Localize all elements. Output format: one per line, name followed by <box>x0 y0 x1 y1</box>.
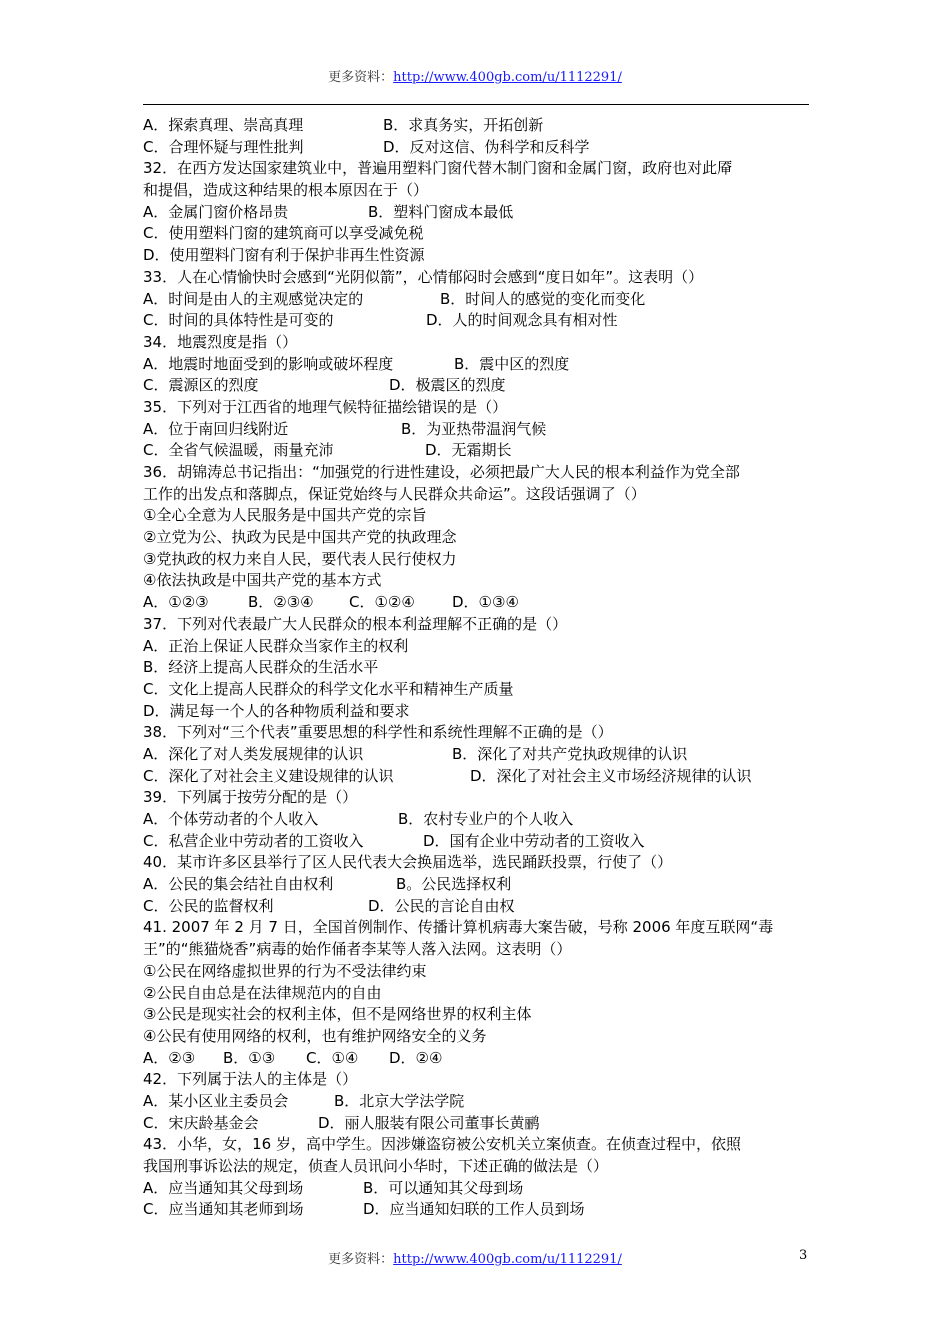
option-text: A．地震时地面受到的影响或破坏程度 <box>143 354 394 373</box>
text-line <box>143 527 811 549</box>
option-text: B．时间人的感觉的变化而变化 <box>440 289 646 308</box>
option-text: C．震源区的烈度 <box>143 376 259 395</box>
option-text: D．②④ <box>389 1048 443 1067</box>
text-line <box>143 722 811 744</box>
line-text: C．使用塑料门窗的建筑商可以享受减免税 <box>143 224 424 243</box>
text-line <box>143 570 811 592</box>
text-line <box>143 961 811 983</box>
option-text: A．金属门窗价格昂贵 <box>143 202 289 221</box>
option-text: A．时间是由人的主观感觉决定的 <box>143 289 364 308</box>
text-line <box>143 1134 811 1156</box>
text-line <box>143 679 811 701</box>
text-line <box>143 223 811 245</box>
option-text: D．国有企业中劳动者的工资收入 <box>423 831 645 850</box>
text-line <box>143 1178 811 1200</box>
header-divider <box>143 104 809 105</box>
text-line <box>143 180 811 202</box>
option-text: D．丽人服装有限公司董事长黄鹂 <box>318 1113 540 1132</box>
line-text: 王”的“熊猫烧香”病毒的始作俑者李某等人落入法网。这表明（） <box>143 940 572 959</box>
text-line <box>143 939 811 961</box>
line-text: 32．在西方发达国家建筑业中，普遍用塑料门窗代替木制门窗和金属门窗，政府也对此厣 <box>143 159 733 178</box>
text-line <box>143 137 811 159</box>
option-text: C．合理怀疑与理性批判 <box>143 137 304 156</box>
text-line <box>143 744 811 766</box>
line-text: 43．小华，女，16 岁，高中学生。因涉嫌盗窃被公安机关立案侦查。在侦查过程中，依照 <box>143 1135 741 1154</box>
option-text: B．①③ <box>223 1048 276 1067</box>
line-text: ③公民是现实社会的权利主体，但不是网络世界的权利主体 <box>143 1005 532 1024</box>
exam-questions <box>143 115 811 1221</box>
text-line <box>143 983 811 1005</box>
text-line <box>143 505 811 527</box>
option-text: B．②③④ <box>248 593 314 612</box>
line-text: 35．下列对于江西省的地理气候特征描绘错误的是（） <box>143 397 508 416</box>
text-line <box>143 831 811 853</box>
option-text: A．①②③ <box>143 593 209 612</box>
text-line <box>143 766 811 788</box>
option-text: C．应当通知其老师到场 <box>143 1200 304 1219</box>
option-text: D．公民的言论自由权 <box>368 896 515 915</box>
line-text: 33．人在心情愉快时会感到“光阴似箭”，心情郁闷时会感到“度日如年”。这表明（） <box>143 267 704 286</box>
option-text: A．探索真理、崇高真理 <box>143 116 304 134</box>
text-line <box>143 896 811 918</box>
option-text: C．①②④ <box>349 593 415 612</box>
text-line <box>143 332 811 354</box>
line-text: B．经济上提高人民群众的生活水平 <box>143 658 379 677</box>
text-line <box>143 852 811 874</box>
line-text: 39．下列属于按劳分配的是（） <box>143 788 358 807</box>
page-footer <box>0 1248 950 1267</box>
line-text: A．正治上保证人民群众当家作主的权利 <box>143 636 409 655</box>
option-text: B．可以通知其父母到场 <box>363 1178 524 1197</box>
line-text: ①全心全意为人民服务是中国共产党的宗旨 <box>143 506 427 525</box>
text-line <box>143 1199 811 1221</box>
text-line <box>143 419 811 441</box>
option-text: D．反对这信、伪科学和反科学 <box>383 137 590 156</box>
line-text: ②立党为公、执政为民是中国共产党的执政理念 <box>143 528 457 547</box>
text-line <box>143 289 811 311</box>
option-text: A．②③ <box>143 1048 196 1067</box>
text-line <box>143 202 811 224</box>
line-text: 37．下列对代表最广大人民群众的根本利益理解不正确的是（） <box>143 614 568 633</box>
text-line <box>143 614 811 636</box>
text-line <box>143 1048 811 1070</box>
line-text: ④公民有使用网络的权利，也有维护网络安全的义务 <box>143 1026 487 1045</box>
text-line <box>143 636 811 658</box>
option-text: C．公民的监督权利 <box>143 896 274 915</box>
text-line <box>143 1026 811 1048</box>
page-number: 3 <box>799 1248 808 1263</box>
text-line <box>143 917 811 939</box>
text-line <box>143 440 811 462</box>
line-text: ②公民自由总是在法律规范内的自由 <box>143 983 382 1002</box>
option-text: A．应当通知其父母到场 <box>143 1178 304 1197</box>
option-text: B．北京大学法学院 <box>334 1091 465 1110</box>
line-text: 和提倡，造成这种结果的根本原因在于（） <box>143 181 429 200</box>
option-text: B．塑料门窗成本最低 <box>368 202 514 221</box>
text-line <box>143 397 811 419</box>
line-text: D．使用塑料门窗有利于保护非再生性资源 <box>143 246 425 265</box>
text-line <box>143 592 811 614</box>
option-text: C．宋庆龄基金会 <box>143 1113 259 1132</box>
option-text: A．位于南回归线附近 <box>143 419 289 438</box>
option-text: B。公民选择权利 <box>396 875 512 894</box>
text-line <box>143 158 811 180</box>
page-header <box>0 66 950 85</box>
line-text: 工作的出发点和落脚点，保证党始终与人民群众共命运”。这段话强调了（） <box>143 484 646 503</box>
text-line <box>143 809 811 831</box>
text-line <box>143 1069 811 1091</box>
text-line <box>143 375 811 397</box>
line-text: C．文化上提高人民群众的科学文化水平和精神生产质量 <box>143 679 514 698</box>
option-text: B．震中区的烈度 <box>454 354 570 373</box>
text-line <box>143 1004 811 1026</box>
option-text: A．个体劳动者的个人收入 <box>143 810 319 828</box>
line-text: ①公民在网络虚拟世界的行为不受法律约束 <box>143 961 427 980</box>
line-text: 40．某市许多区县举行了区人民代表大会换届选举，选民踊跃投票，行使了（） <box>143 853 673 872</box>
text-line <box>143 787 811 809</box>
text-line <box>143 115 811 137</box>
option-text: D．人的时间观念具有相对性 <box>426 311 618 330</box>
option-text: B．深化了对共产党执政规律的认识 <box>452 744 688 763</box>
option-text: D．极震区的烈度 <box>389 376 506 395</box>
option-text: B．为亚热带温润气候 <box>401 419 547 438</box>
option-text: D．深化了对社会主义市场经济规律的认识 <box>470 766 752 785</box>
option-text: C．全省气候温暖，雨量充沛 <box>143 441 334 460</box>
option-text: A．深化了对人类发展规律的认识 <box>143 744 364 763</box>
footer-link[interactable]: http://www.400gb.com/u/1112291/ <box>393 1252 622 1267</box>
option-text: B．求真务实，开拓创新 <box>383 116 544 134</box>
line-text: D．满足每一个人的各种物质利益和要求 <box>143 701 410 720</box>
option-text: D．①③④ <box>452 593 519 612</box>
line-text: 我国刑事诉讼法的规定，侦查人员讯问小华时，下述正确的做法是（） <box>143 1157 609 1175</box>
header-link[interactable]: http://www.400gb.com/u/1112291/ <box>393 70 622 85</box>
text-line <box>143 549 811 571</box>
option-text: B．农村专业户的个人收入 <box>398 810 574 828</box>
line-text: 41. 2007 年 2 月 7 日，全国首例制作、传播计算机病毒大案告破，号称 2006 年度互联网“毒 <box>143 918 774 937</box>
text-line <box>143 1113 811 1135</box>
line-text: 34．地震烈度是指（） <box>143 332 298 351</box>
text-line <box>143 245 811 267</box>
text-line <box>143 874 811 896</box>
text-line <box>143 267 811 289</box>
header-prefix: 更多资料： <box>328 70 394 85</box>
text-line <box>143 701 811 723</box>
text-line <box>143 1091 811 1113</box>
option-text: C．①④ <box>306 1048 359 1067</box>
footer-prefix: 更多资料： <box>328 1252 394 1267</box>
option-text: D．应当通知妇联的工作人员到场 <box>363 1200 585 1219</box>
option-text: C．时间的具体特性是可变的 <box>143 311 334 330</box>
text-line <box>143 484 811 506</box>
option-text: C．深化了对社会主义建设规律的认识 <box>143 766 394 785</box>
line-text: ③党执政的权力来自人民，要代表人民行使权力 <box>143 549 457 568</box>
line-text: 42．下列属于法人的主体是（） <box>143 1070 358 1089</box>
line-text: 38．下列对“三个代表”重要思想的科学性和系统性理解不正确的是（） <box>143 723 613 742</box>
line-text: 36．胡锦涛总书记指出：“加强党的行进性建设，必须把最广大人民的根本利益作为党全部 <box>143 463 740 481</box>
text-line <box>143 354 811 376</box>
text-line <box>143 462 811 484</box>
text-line <box>143 1156 811 1178</box>
option-text: C．私营企业中劳动者的工资收入 <box>143 831 364 850</box>
text-line <box>143 310 811 332</box>
line-text: ④依法执政是中国共产党的基本方式 <box>143 571 382 590</box>
option-text: A．公民的集会结社自由权利 <box>143 875 334 894</box>
text-line <box>143 657 811 679</box>
option-text: D．无霜期长 <box>425 441 512 460</box>
option-text: A．某小区业主委员会 <box>143 1091 289 1110</box>
